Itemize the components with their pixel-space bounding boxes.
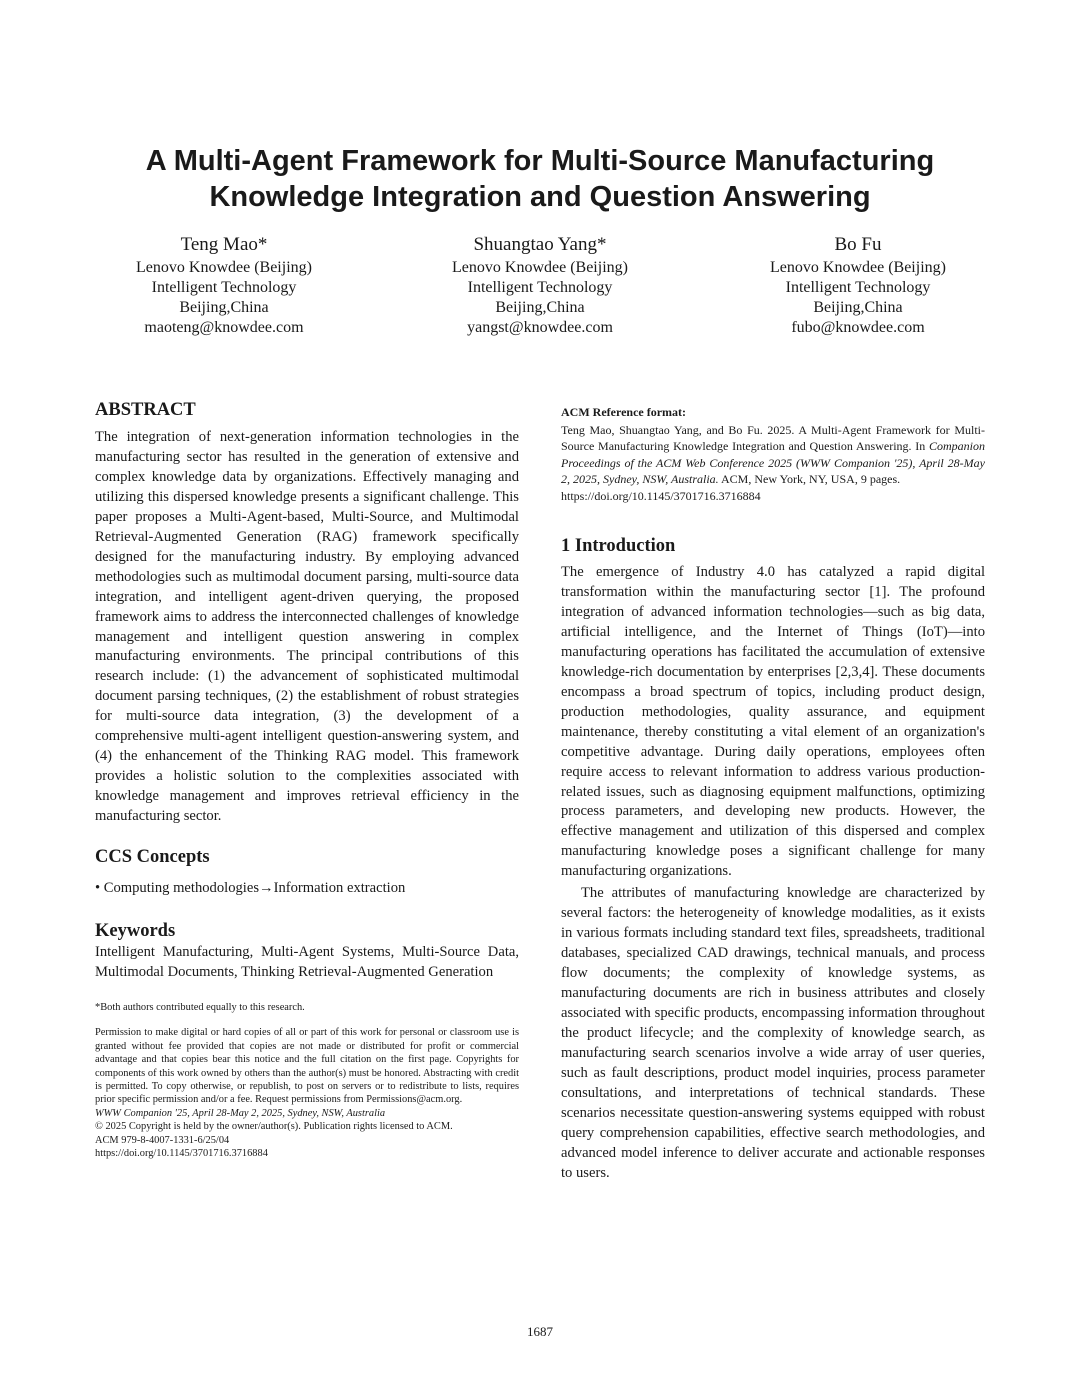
right-column — [561, 404, 985, 1184]
author-block-2 — [390, 232, 690, 338]
permission-text: Permission to make digital or hard copies of all or part of this work for personal or classroom use is granted without fee provided that copies are not made or distributed for profit or commercial advantage and that copies bear this notice and the full citation on the first page. Copyrights for components of this work owned by others than the author(s) must be honored. Abstracting with credit is permitted. To copy otherwise, or republish, to post on servers or to redistribute to lists, requires prior specific permission and/or a fee. Request permissions from Permissions@acm.org. — [95, 1027, 519, 1106]
left-column — [95, 398, 519, 1160]
equal-contribution-footnote: *Both authors contributed equally to this research. — [95, 1001, 305, 1013]
author-location: Beijing,China — [495, 299, 585, 316]
permission-block — [95, 1026, 519, 1160]
reference-format-main: Teng Mao, Shuangtao Yang, and Bo Fu. 2025. A Multi-Agent Framework for Multi-Source Manufacturing Knowledge Integration and Question Answering. In — [561, 423, 985, 454]
reference-format-proceedings: Companion Proceedings of the ACM Web Conference 2025 (WWW Companion '25), April 28-May 2, 2025, Sydney, NSW, Australia. — [561, 439, 985, 487]
page-number: 1687 — [527, 1324, 553, 1339]
keywords-heading: Keywords — [95, 921, 176, 942]
introduction-paragraph-1: The emergence of Industry 4.0 has catalyzed a rapid digital transformation within the manufacturing sector [1]. The profound integration of advanced information technologies—such as big data, artificial intelligence, and the Internet of Things (IoT)—into manufacturing operations has facilitated the accumulation of extensive knowledge-rich documentation by enterprises [2,3,4]. These documents encompass a broad spectrum of topics, including product design, production methodologies, quality assurance, and equipment maintenance, thereby constituting a vital element of an organization's competitive advantage. During daily operations, employees often require access to relevant information to address various production-related issues, such as diagnosing equipment malfunctions, optimizing process parameters, and developing new products. However, the effective management and utilization of this dispersed and complex manufacturing knowledge poses a significant challenge for many manufacturing organizations. — [561, 564, 985, 880]
reference-format-heading: ACM Reference format: — [561, 405, 687, 419]
paper-title — [60, 143, 1020, 215]
keywords-text: Intelligent Manufacturing, Multi-Agent Systems, Multi-Source Data, Multimodal Documents, Thinking Retrieval-Augmented Generation — [95, 944, 519, 981]
author-email: maoteng@knowdee.com — [144, 319, 304, 336]
permission-isbn: ACM 979-8-4007-1331-6/25/04 — [95, 1134, 230, 1146]
reference-format-doi: https://doi.org/10.1145/3701716.3716884 — [561, 488, 761, 503]
author-email: yangst@knowdee.com — [467, 319, 613, 336]
author-name: Bo Fu — [834, 234, 882, 255]
introduction-heading: 1 Introduction — [561, 536, 676, 557]
abstract-heading: ABSTRACT — [95, 400, 196, 420]
reference-format-publisher: ACM, New York, NY, USA, 9 pages. — [718, 472, 901, 487]
permission-doi: https://doi.org/10.1145/3701716.3716884 — [95, 1148, 268, 1160]
permission-copyright: © 2025 Copyright is held by the owner/author(s). Publication rights licensed to ACM. — [95, 1121, 453, 1133]
ccs-heading: CCS Concepts — [95, 847, 210, 868]
author-block-1 — [74, 232, 374, 338]
title-line-2: Knowledge Integration and Question Answering — [209, 181, 871, 213]
author-affiliation: Intelligent Technology — [785, 279, 931, 296]
author-email: fubo@knowdee.com — [791, 319, 925, 336]
introduction-paragraph-2: The attributes of manufacturing knowledge are characterized by several factors: the heterogeneity of knowledge modalities, as it exists in various formats including standard text files, spreadsheets, traditional databases, specialized CAD drawings, technical manuals, and process flow documents; the complexity of knowledge systems, as manufacturing documents are rich in business attributes and closely associated with specific products, encompassing information throughout the product lifecycle; and the complexity of knowledge search, as manufacturing search scenarios involve a wide array of user queries, such as fault descriptions, product model inquiries, process parameter consultations, and interpretations of technical standards. These scenarios necessitate question-answering systems equipped with robust query comprehension capabilities, effective search methodologies, and advanced model inference to deliver accurate and actionable responses to users. — [561, 885, 985, 1181]
ccs-item: • Computing methodologies→Information extraction — [95, 880, 406, 897]
author-block-3 — [708, 232, 1008, 338]
author-affiliation: Lenovo Knowdee (Beijing) — [136, 259, 312, 276]
author-affiliation: Intelligent Technology — [467, 279, 613, 296]
author-affiliation: Intelligent Technology — [151, 279, 297, 296]
author-affiliation: Lenovo Knowdee (Beijing) — [770, 259, 946, 276]
permission-venue-italic: WWW Companion '25, April 28-May 2, 2025, Sydney, NSW, Australia — [95, 1107, 386, 1119]
reference-format-text — [561, 422, 985, 504]
permission-venue — [95, 1107, 519, 1120]
title-line-1: A Multi-Agent Framework for Multi-Source Manufacturing — [145, 145, 935, 177]
abstract-text: The integration of next-generation information technologies in the manufacturing sector has resulted in the generation of extensive and complex knowledge data by organizations. Effectively managing and utilizing this dispersed knowledge presents a significant challenge. This paper proposes a Multi-Agent-based, Multi-Source, and Multimodal Retrieval-Augmented Generation (RAG) framework specifically designed for the manufacturing industry. By employing advanced methodologies such as multimodal document parsing, multi-source data integration, and intelligent agent-driven querying, the proposed framework aims to address the interconnected challenges of knowledge management and intelligent question answering in complex manufacturing environments. The principal contributions of this research include: (1) the advancement of sophisticated multimodal document parsing techniques, (2) the establishment of robust strategies for multi-source data integration, (3) the development of a comprehensive multi-agent intelligent question-answering system, and (4) the enhancement of the Thinking RAG model. This framework provides a holistic solution to the complexities associated with knowledge management and improves retrieval efficiency in the manufacturing sector. — [95, 429, 519, 825]
author-affiliation: Lenovo Knowdee (Beijing) — [452, 259, 628, 276]
author-location: Beijing,China — [179, 299, 269, 316]
author-name: Shuangtao Yang* — [473, 234, 607, 255]
author-location: Beijing,China — [813, 299, 903, 316]
author-name: Teng Mao* — [180, 234, 268, 255]
